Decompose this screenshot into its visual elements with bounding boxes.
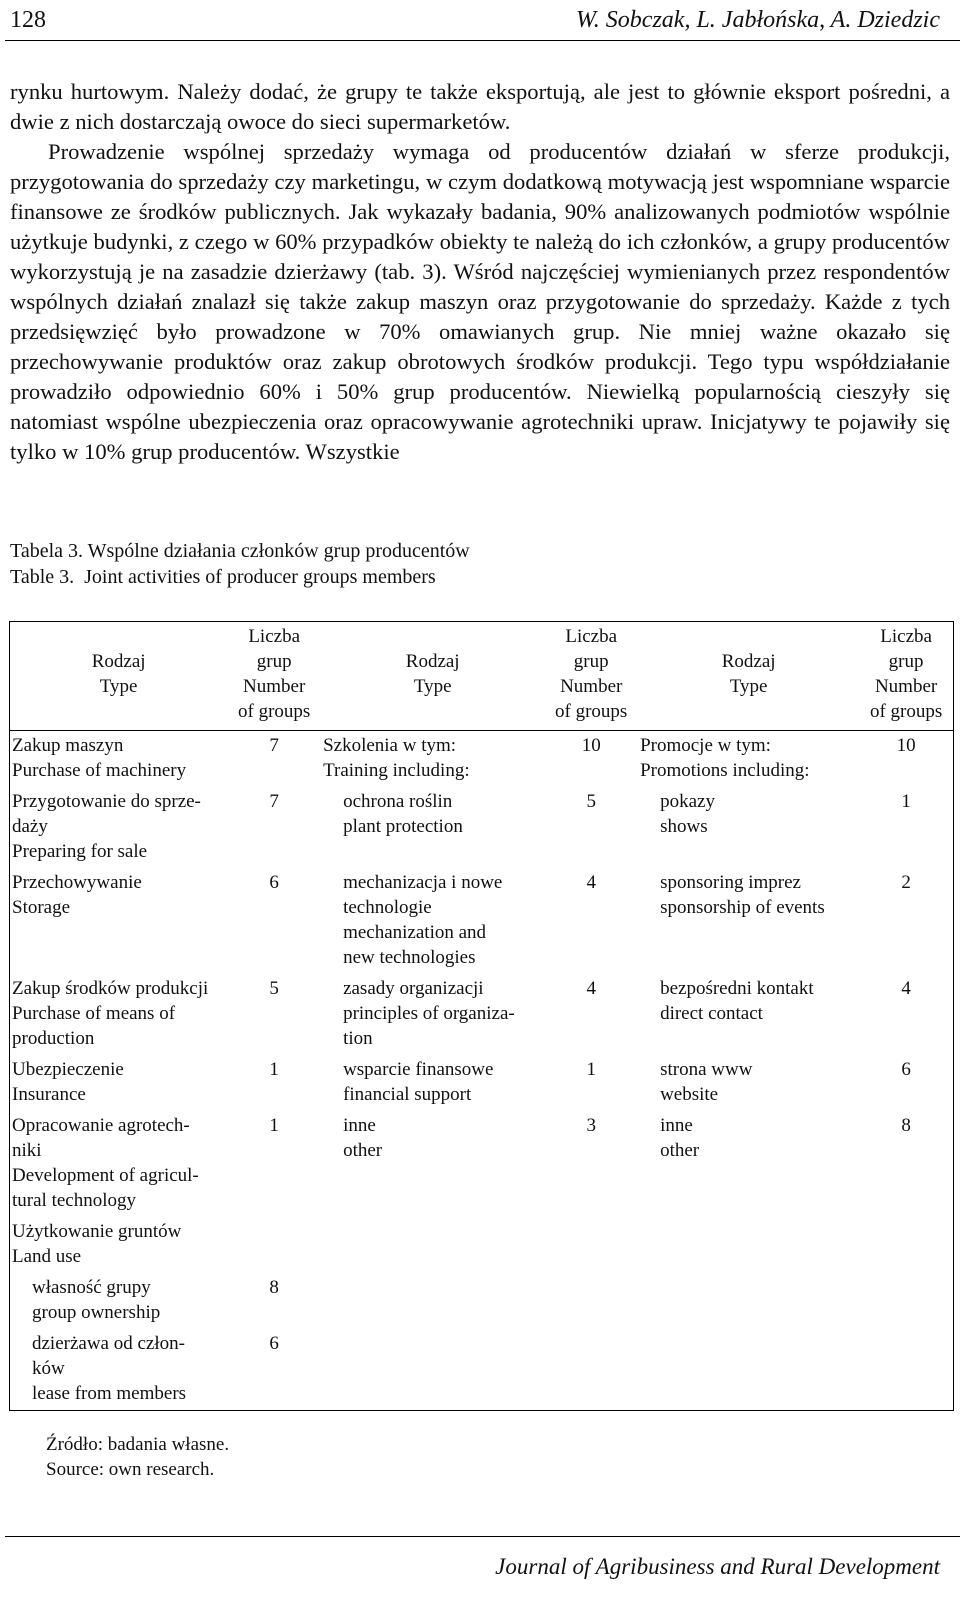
cell-count: 7 <box>269 791 279 812</box>
cell-count: 8 <box>269 1277 279 1298</box>
header-rule <box>5 40 960 41</box>
cell-count: 1 <box>269 1115 279 1136</box>
cell-type: Przechowywanie Storage <box>12 872 142 918</box>
table-row <box>10 1055 954 1111</box>
cell-count <box>227 1217 321 1273</box>
cell-count: 1 <box>586 1059 596 1080</box>
table-row <box>10 787 954 868</box>
cell-count <box>859 1329 953 1411</box>
table-row <box>10 868 954 974</box>
header-type-1: Rodzaj Type <box>91 651 146 697</box>
journal-footer: Journal of Agribusiness and Rural Development <box>495 1554 940 1579</box>
cell-type: inne other <box>660 1115 700 1161</box>
cell-type: Szkolenia w tym: Training including: <box>323 735 470 781</box>
cell-type <box>321 1329 544 1411</box>
cell-type <box>638 1273 859 1329</box>
cell-type: dzierżawa od człon- ków lease from members <box>32 1333 187 1404</box>
table-caption-pl: Tabela 3. Wspólne działania członków grup producentów <box>10 540 470 562</box>
table-header-row <box>10 622 954 731</box>
cell-type: wsparcie finansowe financial support <box>343 1059 494 1105</box>
cell-count <box>544 1329 638 1411</box>
cell-type: Zakup środków produkcji Purchase of means of production <box>12 978 209 1049</box>
paragraph-1: rynku hurtowym. Należy dodać, że grupy te także eksportują, ale jest to głównie eksport pośredni, a dwie z nich dostarczają owoce do sieci supermarketów. <box>10 79 950 134</box>
cell-type: Użytkowanie gruntów Land use <box>12 1221 182 1267</box>
header-count-2: Liczba grup Number of groups <box>555 626 628 722</box>
cell-type: Opracowanie agrotech- niki Development of agricul- tural technology <box>12 1115 199 1211</box>
cell-type: zasady organizacji principles of organiza- tion <box>343 978 515 1049</box>
table-3 <box>9 621 954 1411</box>
cell-type <box>321 1273 544 1329</box>
cell-type: Zakup maszyn Purchase of machinery <box>12 735 187 781</box>
header-count-1: Liczba grup Number of groups <box>238 626 311 722</box>
cell-count: 6 <box>269 872 279 893</box>
cell-count: 5 <box>269 978 279 999</box>
cell-type <box>321 1217 544 1273</box>
cell-count: 4 <box>586 872 596 893</box>
cell-count: 1 <box>269 1059 279 1080</box>
cell-type: Ubezpieczenie Insurance <box>12 1059 124 1105</box>
footer-rule <box>5 1536 960 1537</box>
table-row <box>10 731 954 788</box>
cell-type: pokazy shows <box>660 791 715 837</box>
cell-type: strona www website <box>660 1059 753 1105</box>
source-en: Source: own research. <box>46 1459 215 1480</box>
body-text <box>10 77 950 467</box>
cell-count: 10 <box>581 735 601 756</box>
header-type-3: Rodzaj Type <box>721 651 776 697</box>
cell-count: 10 <box>896 735 916 756</box>
cell-count <box>544 1273 638 1329</box>
header-count-3: Liczba grup Number of groups <box>869 626 943 722</box>
running-header <box>10 0 940 40</box>
cell-count <box>859 1217 953 1273</box>
table-row <box>10 1329 954 1411</box>
cell-count: 7 <box>269 735 279 756</box>
cell-type: Promocje w tym: Promotions including: <box>640 735 810 781</box>
cell-count: 3 <box>586 1115 596 1136</box>
cell-type: ochrona roślin plant protection <box>343 791 463 837</box>
table-caption <box>10 538 470 590</box>
cell-count: 6 <box>269 1333 279 1354</box>
page-number: 128 <box>10 6 46 33</box>
cell-type: inne other <box>343 1115 383 1161</box>
cell-count: 1 <box>901 791 911 812</box>
table-source <box>46 1432 229 1482</box>
table-caption-en: Table 3. Joint activities of producer groups members <box>10 566 436 588</box>
cell-count: 2 <box>901 872 911 893</box>
table-body <box>10 731 954 1411</box>
paragraph-2: Prowadzenie wspólnej sprzedaży wymaga od producentów działań w sferze produkcji, przygotowania do sprzedaży czy marketingu, w czym dodatkową motywacją jest wspomniane wsparcie finansowe ze środków publicznych. Jak wykazały badania, 90% analizowanych podmiotów wspólnie użytkuje budynki, z czego w 60% przypadków obiekty te należą do ich członków, a grupy producentów wykorzystują je na zasadzie dzierżawy (tab. 3). Wśród najczęściej wymienianych przez respondentów wspólnych działań znalazł się także zakup maszyn oraz przygotowanie do sprzedaży. Każde z tych przedsięwzięć było prowadzone w 70% omawianych grup. Nie mniej ważne okazało się przechowywanie produktów oraz zakup obrotowych środków produkcji. Tego typu współdziałanie prowadziło odpowiednio 60% i 50% grup producentów. Niewielką popularnością cieszyły się natomiast wspólne ubezpieczenia oraz opracowywanie agrotechniki upraw. Inicjatywy te pojawiły się tylko w 10% grup producentów. Wszystkie <box>10 139 950 464</box>
header-type-2: Rodzaj Type <box>405 651 460 697</box>
cell-type: sponsoring imprez sponsorship of events <box>660 872 825 918</box>
running-authors: W. Sobczak, L. Jabłońska, A. Dziedzic <box>576 6 940 33</box>
cell-count: 5 <box>586 791 596 812</box>
cell-count <box>544 1217 638 1273</box>
cell-type: Przygotowanie do sprze- daży Preparing for sale <box>12 791 201 862</box>
table-row <box>10 974 954 1055</box>
source-pl: Źródło: badania własne. <box>46 1434 230 1455</box>
cell-count: 6 <box>901 1059 911 1080</box>
table-row <box>10 1273 954 1329</box>
table-row <box>10 1111 954 1217</box>
cell-count: 8 <box>901 1115 911 1136</box>
cell-type: własność grupy group ownership <box>32 1277 161 1323</box>
cell-type: mechanizacja i nowe technologie mechanization and new technologies <box>343 872 503 968</box>
cell-count: 4 <box>901 978 911 999</box>
cell-type <box>638 1329 859 1411</box>
cell-type: bezpośredni kontakt direct contact <box>660 978 814 1024</box>
table-row <box>10 1217 954 1273</box>
cell-count <box>859 1273 953 1329</box>
cell-count: 4 <box>586 978 596 999</box>
cell-type <box>638 1217 859 1273</box>
